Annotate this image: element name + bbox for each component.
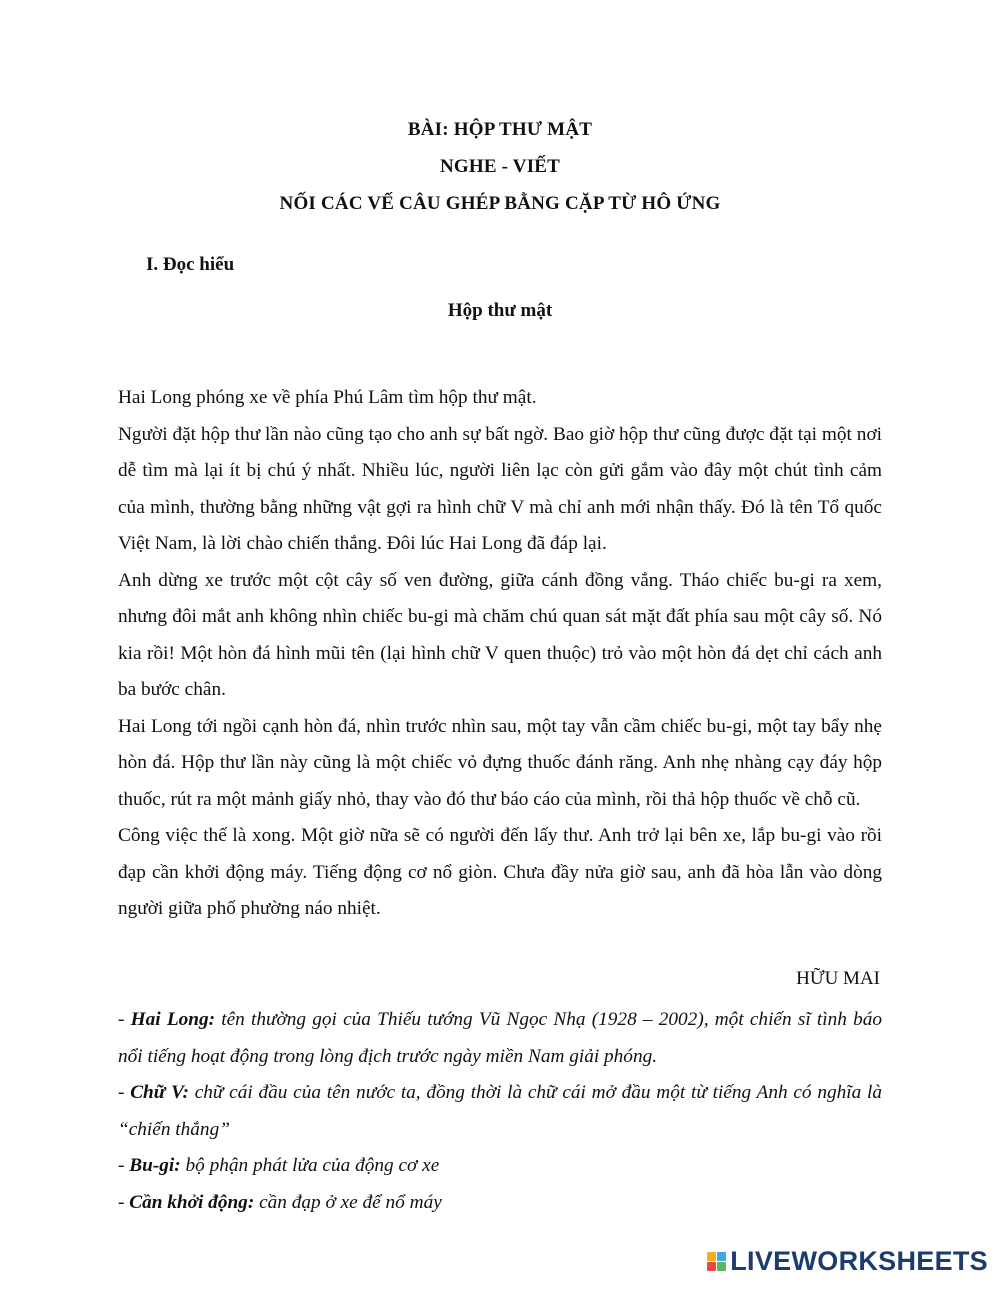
logo-block: [717, 1252, 726, 1261]
lesson-title: BÀI: HỘP THƯ MẬT: [407, 119, 593, 140]
glossary-notes: [118, 1002, 882, 1221]
lesson-subtitle-grammar: NỐI CÁC VẾ CÂU GHÉP BẰNG CẶP TỪ HÔ ỨNG: [279, 193, 721, 214]
note-definition: cần đạp ở xe để nổ máy: [254, 1191, 442, 1213]
glossary-note: [118, 1075, 882, 1148]
story-body: [118, 380, 882, 928]
story-paragraph: Hai Long tới ngồi cạnh hòn đá, nhìn trước nhìn sau, một tay vẫn cầm chiếc bu-gi, một tay bẩy nhẹ hòn đá. Hộp thư lần này cũng là một chiếc vỏ đựng thuốc đánh răng. Anh nhẹ nhàng cạy đáy hộp thuốc, rút ra một mảnh giấy nhỏ, thay vào đó thư báo cáo của mình, rồi thả hộp thuốc về chỗ cũ.: [118, 715, 882, 810]
story-paragraph: Công việc thế là xong. Một giờ nữa sẽ có người đến lấy thư. Anh trở lại bên xe, lắp bu-gi vào rồi đạp cần khởi động máy. Tiếng động cơ nổ giòn. Chưa đầy nửa giờ sau, anh đã hòa lẫn vào dòng người giữa phố phường náo nhiệt.: [118, 825, 882, 919]
note-prefix: -: [118, 1009, 131, 1030]
note-prefix: -: [118, 1191, 130, 1213]
note-prefix: -: [118, 1082, 131, 1103]
glossary-note: [118, 1002, 882, 1075]
glossary-note: [118, 1148, 882, 1185]
logo-block: [707, 1262, 716, 1271]
note-definition: tên thường gọi của Thiếu tướng Vũ Ngọc Nhạ (1928 – 2002), một chiến sĩ tình báo nổi tiếng hoạt động trong lòng địch trước ngày miền Nam giải phóng.: [118, 1009, 882, 1067]
story-paragraph: Hai Long phóng xe về phía Phú Lâm tìm hộp thư mật.: [118, 387, 537, 408]
liveworksheets-logo: [707, 1246, 988, 1277]
logo-text: LIVEWORKSHEETS: [730, 1246, 988, 1276]
glossary-note: [118, 1185, 882, 1222]
note-definition: chữ cái đầu của tên nước ta, đồng thời là chữ cái mở đầu một từ tiếng Anh có nghĩa là “chiến thắng”: [118, 1082, 882, 1140]
note-term: Chữ V:: [130, 1082, 189, 1103]
story-title: Hộp thư mật: [447, 300, 553, 321]
lesson-subtitle-listening: NGHE - VIẾT: [439, 156, 561, 177]
note-term: Bu-gi:: [129, 1155, 181, 1176]
story-paragraph: Người đặt hộp thư lần nào cũng tạo cho anh sự bất ngờ. Bao giờ hộp thư cũng được đặt tại một nơi dễ tìm mà lại ít bị chú ý nhất. Nhiều lúc, người liên lạc còn gửi gắm vào đây một chút tình cảm của mình, thường bằng những vật gợi ra hình chữ V mà chỉ anh mới nhận thấy. Đó là tên Tổ quốc Việt Nam, là lời chào chiến thắng. Đôi lúc Hai Long đã đáp lại.: [118, 423, 882, 554]
note-definition: bộ phận phát lửa của động cơ xe: [180, 1155, 440, 1176]
note-term: Cần khởi động:: [129, 1191, 255, 1213]
liveworksheets-logo-icon: [707, 1252, 726, 1271]
logo-block: [707, 1252, 716, 1261]
note-prefix: -: [118, 1155, 130, 1176]
story-paragraph: Anh dừng xe trước một cột cây số ven đường, giữa cánh đồng vắng. Tháo chiếc bu-gi ra xem, nhưng đôi mắt anh không nhìn chiếc bu-gi mà chăm chú quan sát mặt đất phía sau một cây số. Nó kia rồi! Một hòn đá hình mũi tên (lại hình chữ V quen thuộc) trỏ vào một hòn đá dẹt chỉ cách anh ba bước chân.: [118, 569, 882, 700]
logo-block: [717, 1262, 726, 1271]
section-heading-reading: I. Đọc hiểu: [146, 254, 235, 275]
story-author: HỮU MAI: [796, 968, 880, 989]
note-term: Hai Long:: [130, 1009, 216, 1030]
